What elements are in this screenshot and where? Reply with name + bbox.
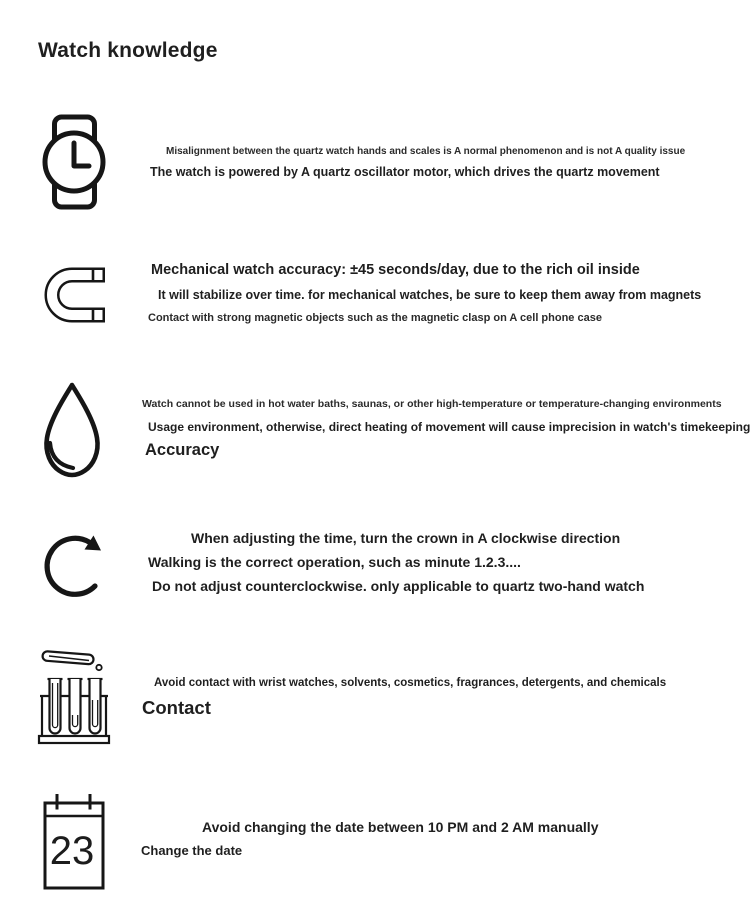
section-temperature-note: Watch cannot be used in hot water baths, saunas, or other high-temperature or temperature-changing environments — [142, 398, 722, 410]
section-date-main: Avoid changing the date between 10 PM and 2 AM manually — [202, 819, 599, 835]
section-temperature-heading: Accuracy — [145, 441, 220, 459]
section-adjust-note: Do not adjust counterclockwise. only applicable to quartz two-hand watch — [152, 578, 645, 594]
wristwatch-icon — [42, 114, 106, 210]
section-adjust-sub: Walking is the correct operation, such as minute 1.2.3.... — [148, 554, 521, 570]
clockwise-arrow-icon — [43, 527, 107, 605]
section-quartz-note: Misalignment between the quartz watch hands and scales is A normal phenomenon and is not A quality issue — [166, 146, 686, 157]
section-chemical-main: Avoid contact with wrist watches, solvents, cosmetics, fragrances, detergents, and chemicals — [154, 677, 667, 689]
water-drop-icon-svg — [40, 381, 104, 479]
water-drop-icon — [40, 381, 104, 479]
magnet-icon-svg — [43, 264, 107, 326]
section-date-heading: Change the date — [141, 843, 243, 858]
page-title: Watch knowledge — [38, 39, 218, 62]
wristwatch-icon-svg — [42, 114, 106, 210]
section-adjust-main: When adjusting the time, turn the crown in A clockwise direction — [191, 530, 621, 546]
clockwise-arrow-icon-svg — [43, 527, 107, 605]
test-tubes-icon-svg — [36, 648, 112, 748]
section-magnet-main: Mechanical watch accuracy: ±45 seconds/day, due to the rich oil inside — [151, 262, 640, 278]
calendar-day: 23 — [49, 829, 95, 873]
section-magnet-sub: It will stabilize over time. for mechanical watches, be sure to keep them away from magnets — [158, 288, 702, 302]
calendar-icon-svg — [43, 787, 105, 891]
section-temperature-sub: Usage environment, otherwise, direct heating of movement will cause imprecision in watch's timekeeping — [148, 420, 750, 434]
magnet-icon — [43, 264, 107, 326]
section-chemical-heading: Contact — [142, 697, 211, 718]
calendar-icon — [43, 787, 105, 891]
section-magnet-note: Contact with strong magnetic objects such as the magnetic clasp on A cell phone case — [148, 312, 602, 324]
test-tubes-icon — [36, 648, 112, 748]
section-quartz-main: The watch is powered by A quartz oscillator motor, which drives the quartz movement — [150, 165, 660, 179]
